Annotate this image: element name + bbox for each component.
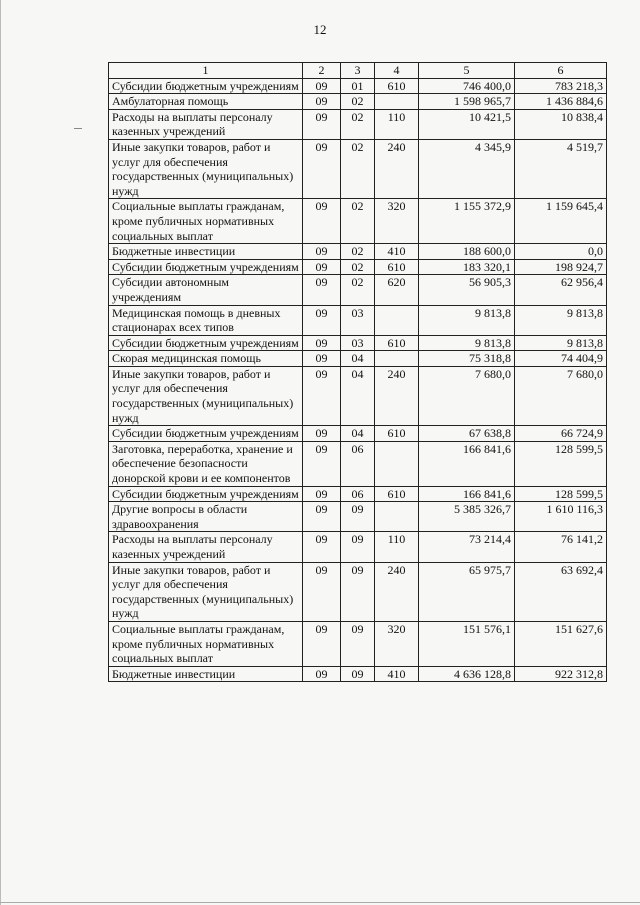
subsection-code-cell: 09 bbox=[341, 666, 375, 682]
amount-year1-cell: 5 385 326,7 bbox=[419, 502, 515, 532]
amount-year2-cell: 1 159 645,4 bbox=[515, 199, 607, 244]
section-code-cell: 09 bbox=[303, 139, 341, 198]
expense-type-cell: 610 bbox=[375, 335, 419, 351]
row-name-cell: Другие вопросы в области здравоохранения bbox=[109, 502, 303, 532]
section-code-cell: 09 bbox=[303, 366, 341, 425]
subsection-code-cell: 02 bbox=[341, 94, 375, 110]
amount-year1-cell: 1 598 965,7 bbox=[419, 94, 515, 110]
amount-year1-cell: 183 320,1 bbox=[419, 259, 515, 275]
table-row bbox=[109, 532, 607, 562]
section-code-cell: 09 bbox=[303, 305, 341, 335]
amount-year2-cell: 74 404,9 bbox=[515, 351, 607, 367]
row-name-cell: Субсидии бюджетным учреждениям bbox=[109, 78, 303, 94]
subsection-code-cell: 02 bbox=[341, 259, 375, 275]
section-code-cell: 09 bbox=[303, 441, 341, 486]
table-row bbox=[109, 441, 607, 486]
page-number: 12 bbox=[313, 22, 327, 37]
row-name-cell: Заготовка, переработка, хранение и обеспечение безопасности донорской крови и ее компонентов bbox=[109, 441, 303, 486]
amount-year1-cell: 9 813,8 bbox=[419, 335, 515, 351]
amount-year2-cell: 0,0 bbox=[515, 244, 607, 260]
table-row bbox=[109, 94, 607, 110]
amount-year1-cell: 65 975,7 bbox=[419, 562, 515, 621]
column-header-6: 6 bbox=[515, 63, 607, 79]
expense-type-cell: 610 bbox=[375, 426, 419, 442]
table-row bbox=[109, 275, 607, 305]
row-name-cell: Иные закупки товаров, работ и услуг для обеспечения государственных (муниципальных) нужд bbox=[109, 562, 303, 621]
subsection-code-cell: 09 bbox=[341, 621, 375, 666]
amount-year2-cell: 1 436 884,6 bbox=[515, 94, 607, 110]
subsection-code-cell: 04 bbox=[341, 426, 375, 442]
table-row bbox=[109, 139, 607, 198]
table-row bbox=[109, 351, 607, 367]
subsection-code-cell: 04 bbox=[341, 366, 375, 425]
table-row bbox=[109, 259, 607, 275]
column-header-1: 1 bbox=[109, 63, 303, 79]
amount-year1-cell: 166 841,6 bbox=[419, 441, 515, 486]
amount-year2-cell: 62 956,4 bbox=[515, 275, 607, 305]
table-row bbox=[109, 78, 607, 94]
subsection-code-cell: 02 bbox=[341, 244, 375, 260]
expense-type-cell: 110 bbox=[375, 532, 419, 562]
table-header-row bbox=[109, 63, 607, 79]
subsection-code-cell: 09 bbox=[341, 532, 375, 562]
expense-type-cell: 410 bbox=[375, 244, 419, 260]
subsection-code-cell: 02 bbox=[341, 275, 375, 305]
amount-year1-cell: 166 841,6 bbox=[419, 486, 515, 502]
expense-type-cell: 320 bbox=[375, 199, 419, 244]
row-name-cell: Социальные выплаты гражданам, кроме публичных нормативных социальных выплат bbox=[109, 199, 303, 244]
table-row bbox=[109, 486, 607, 502]
expense-type-cell: 610 bbox=[375, 78, 419, 94]
column-header-3: 3 bbox=[341, 63, 375, 79]
expense-type-cell: 610 bbox=[375, 486, 419, 502]
row-name-cell: Скорая медицинская помощь bbox=[109, 351, 303, 367]
amount-year2-cell: 9 813,8 bbox=[515, 335, 607, 351]
table-row bbox=[109, 426, 607, 442]
subsection-code-cell: 03 bbox=[341, 305, 375, 335]
amount-year2-cell: 128 599,5 bbox=[515, 441, 607, 486]
section-code-cell: 09 bbox=[303, 275, 341, 305]
amount-year2-cell: 63 692,4 bbox=[515, 562, 607, 621]
section-code-cell: 09 bbox=[303, 502, 341, 532]
expense-type-cell bbox=[375, 94, 419, 110]
section-code-cell: 09 bbox=[303, 426, 341, 442]
amount-year2-cell: 66 724,9 bbox=[515, 426, 607, 442]
section-code-cell: 09 bbox=[303, 244, 341, 260]
amount-year2-cell: 128 599,5 bbox=[515, 486, 607, 502]
amount-year1-cell: 67 638,8 bbox=[419, 426, 515, 442]
subsection-code-cell: 09 bbox=[341, 562, 375, 621]
table-row bbox=[109, 335, 607, 351]
scan-bottom-edge bbox=[0, 902, 640, 903]
amount-year1-cell: 9 813,8 bbox=[419, 305, 515, 335]
section-code-cell: 09 bbox=[303, 78, 341, 94]
row-name-cell: Иные закупки товаров, работ и услуг для обеспечения государственных (муниципальных) нужд bbox=[109, 366, 303, 425]
section-code-cell: 09 bbox=[303, 94, 341, 110]
table-row bbox=[109, 366, 607, 425]
section-code-cell: 09 bbox=[303, 666, 341, 682]
table-row bbox=[109, 502, 607, 532]
table-row bbox=[109, 305, 607, 335]
amount-year2-cell: 4 519,7 bbox=[515, 139, 607, 198]
amount-year1-cell: 151 576,1 bbox=[419, 621, 515, 666]
amount-year1-cell: 746 400,0 bbox=[419, 78, 515, 94]
table-row bbox=[109, 109, 607, 139]
amount-year1-cell: 1 155 372,9 bbox=[419, 199, 515, 244]
table-row bbox=[109, 666, 607, 682]
amount-year1-cell: 4 636 128,8 bbox=[419, 666, 515, 682]
amount-year1-cell: 4 345,9 bbox=[419, 139, 515, 198]
amount-year1-cell: 56 905,3 bbox=[419, 275, 515, 305]
table-row bbox=[109, 621, 607, 666]
amount-year2-cell: 198 924,7 bbox=[515, 259, 607, 275]
row-name-cell: Расходы на выплаты персоналу казенных учреждений bbox=[109, 532, 303, 562]
section-code-cell: 09 bbox=[303, 199, 341, 244]
subsection-code-cell: 01 bbox=[341, 78, 375, 94]
expense-type-cell: 620 bbox=[375, 275, 419, 305]
row-name-cell: Амбулаторная помощь bbox=[109, 94, 303, 110]
subsection-code-cell: 02 bbox=[341, 199, 375, 244]
expense-type-cell: 110 bbox=[375, 109, 419, 139]
amount-year1-cell: 73 214,4 bbox=[419, 532, 515, 562]
expense-type-cell: 610 bbox=[375, 259, 419, 275]
amount-year1-cell: 75 318,8 bbox=[419, 351, 515, 367]
expense-type-cell bbox=[375, 305, 419, 335]
section-code-cell: 09 bbox=[303, 486, 341, 502]
margin-mark bbox=[74, 128, 82, 129]
amount-year2-cell: 151 627,6 bbox=[515, 621, 607, 666]
subsection-code-cell: 02 bbox=[341, 109, 375, 139]
expense-type-cell: 240 bbox=[375, 562, 419, 621]
section-code-cell: 09 bbox=[303, 351, 341, 367]
section-code-cell: 09 bbox=[303, 532, 341, 562]
section-code-cell: 09 bbox=[303, 562, 341, 621]
expense-type-cell bbox=[375, 441, 419, 486]
row-name-cell: Субсидии бюджетным учреждениям bbox=[109, 486, 303, 502]
amount-year2-cell: 10 838,4 bbox=[515, 109, 607, 139]
section-code-cell: 09 bbox=[303, 335, 341, 351]
row-name-cell: Иные закупки товаров, работ и услуг для обеспечения государственных (муниципальных) нужд bbox=[109, 139, 303, 198]
amount-year1-cell: 7 680,0 bbox=[419, 366, 515, 425]
row-name-cell: Бюджетные инвестиции bbox=[109, 244, 303, 260]
section-code-cell: 09 bbox=[303, 109, 341, 139]
section-code-cell: 09 bbox=[303, 621, 341, 666]
amount-year2-cell: 9 813,8 bbox=[515, 305, 607, 335]
amount-year2-cell: 76 141,2 bbox=[515, 532, 607, 562]
expense-type-cell: 320 bbox=[375, 621, 419, 666]
subsection-code-cell: 06 bbox=[341, 486, 375, 502]
amount-year1-cell: 188 600,0 bbox=[419, 244, 515, 260]
row-name-cell: Медицинская помощь в дневных стационарах всех типов bbox=[109, 305, 303, 335]
section-code-cell: 09 bbox=[303, 259, 341, 275]
subsection-code-cell: 04 bbox=[341, 351, 375, 367]
amount-year2-cell: 7 680,0 bbox=[515, 366, 607, 425]
budget-table bbox=[108, 62, 607, 682]
row-name-cell: Расходы на выплаты персоналу казенных учреждений bbox=[109, 109, 303, 139]
amount-year1-cell: 10 421,5 bbox=[419, 109, 515, 139]
table-body bbox=[109, 78, 607, 682]
row-name-cell: Субсидии бюджетным учреждениям bbox=[109, 259, 303, 275]
expense-type-cell bbox=[375, 502, 419, 532]
scan-left-edge bbox=[0, 0, 1, 905]
amount-year2-cell: 783 218,3 bbox=[515, 78, 607, 94]
row-name-cell: Субсидии автономным учреждениям bbox=[109, 275, 303, 305]
row-name-cell: Бюджетные инвестиции bbox=[109, 666, 303, 682]
row-name-cell: Субсидии бюджетным учреждениям bbox=[109, 335, 303, 351]
subsection-code-cell: 03 bbox=[341, 335, 375, 351]
expense-type-cell: 240 bbox=[375, 139, 419, 198]
subsection-code-cell: 09 bbox=[341, 502, 375, 532]
expense-type-cell: 410 bbox=[375, 666, 419, 682]
expense-type-cell: 240 bbox=[375, 366, 419, 425]
column-header-4: 4 bbox=[375, 63, 419, 79]
expense-type-cell bbox=[375, 351, 419, 367]
table-row bbox=[109, 562, 607, 621]
subsection-code-cell: 02 bbox=[341, 139, 375, 198]
row-name-cell: Субсидии бюджетным учреждениям bbox=[109, 426, 303, 442]
column-header-2: 2 bbox=[303, 63, 341, 79]
amount-year2-cell: 922 312,8 bbox=[515, 666, 607, 682]
column-header-5: 5 bbox=[419, 63, 515, 79]
table-row bbox=[109, 244, 607, 260]
amount-year2-cell: 1 610 116,3 bbox=[515, 502, 607, 532]
table-row bbox=[109, 199, 607, 244]
subsection-code-cell: 06 bbox=[341, 441, 375, 486]
row-name-cell: Социальные выплаты гражданам, кроме публичных нормативных социальных выплат bbox=[109, 621, 303, 666]
